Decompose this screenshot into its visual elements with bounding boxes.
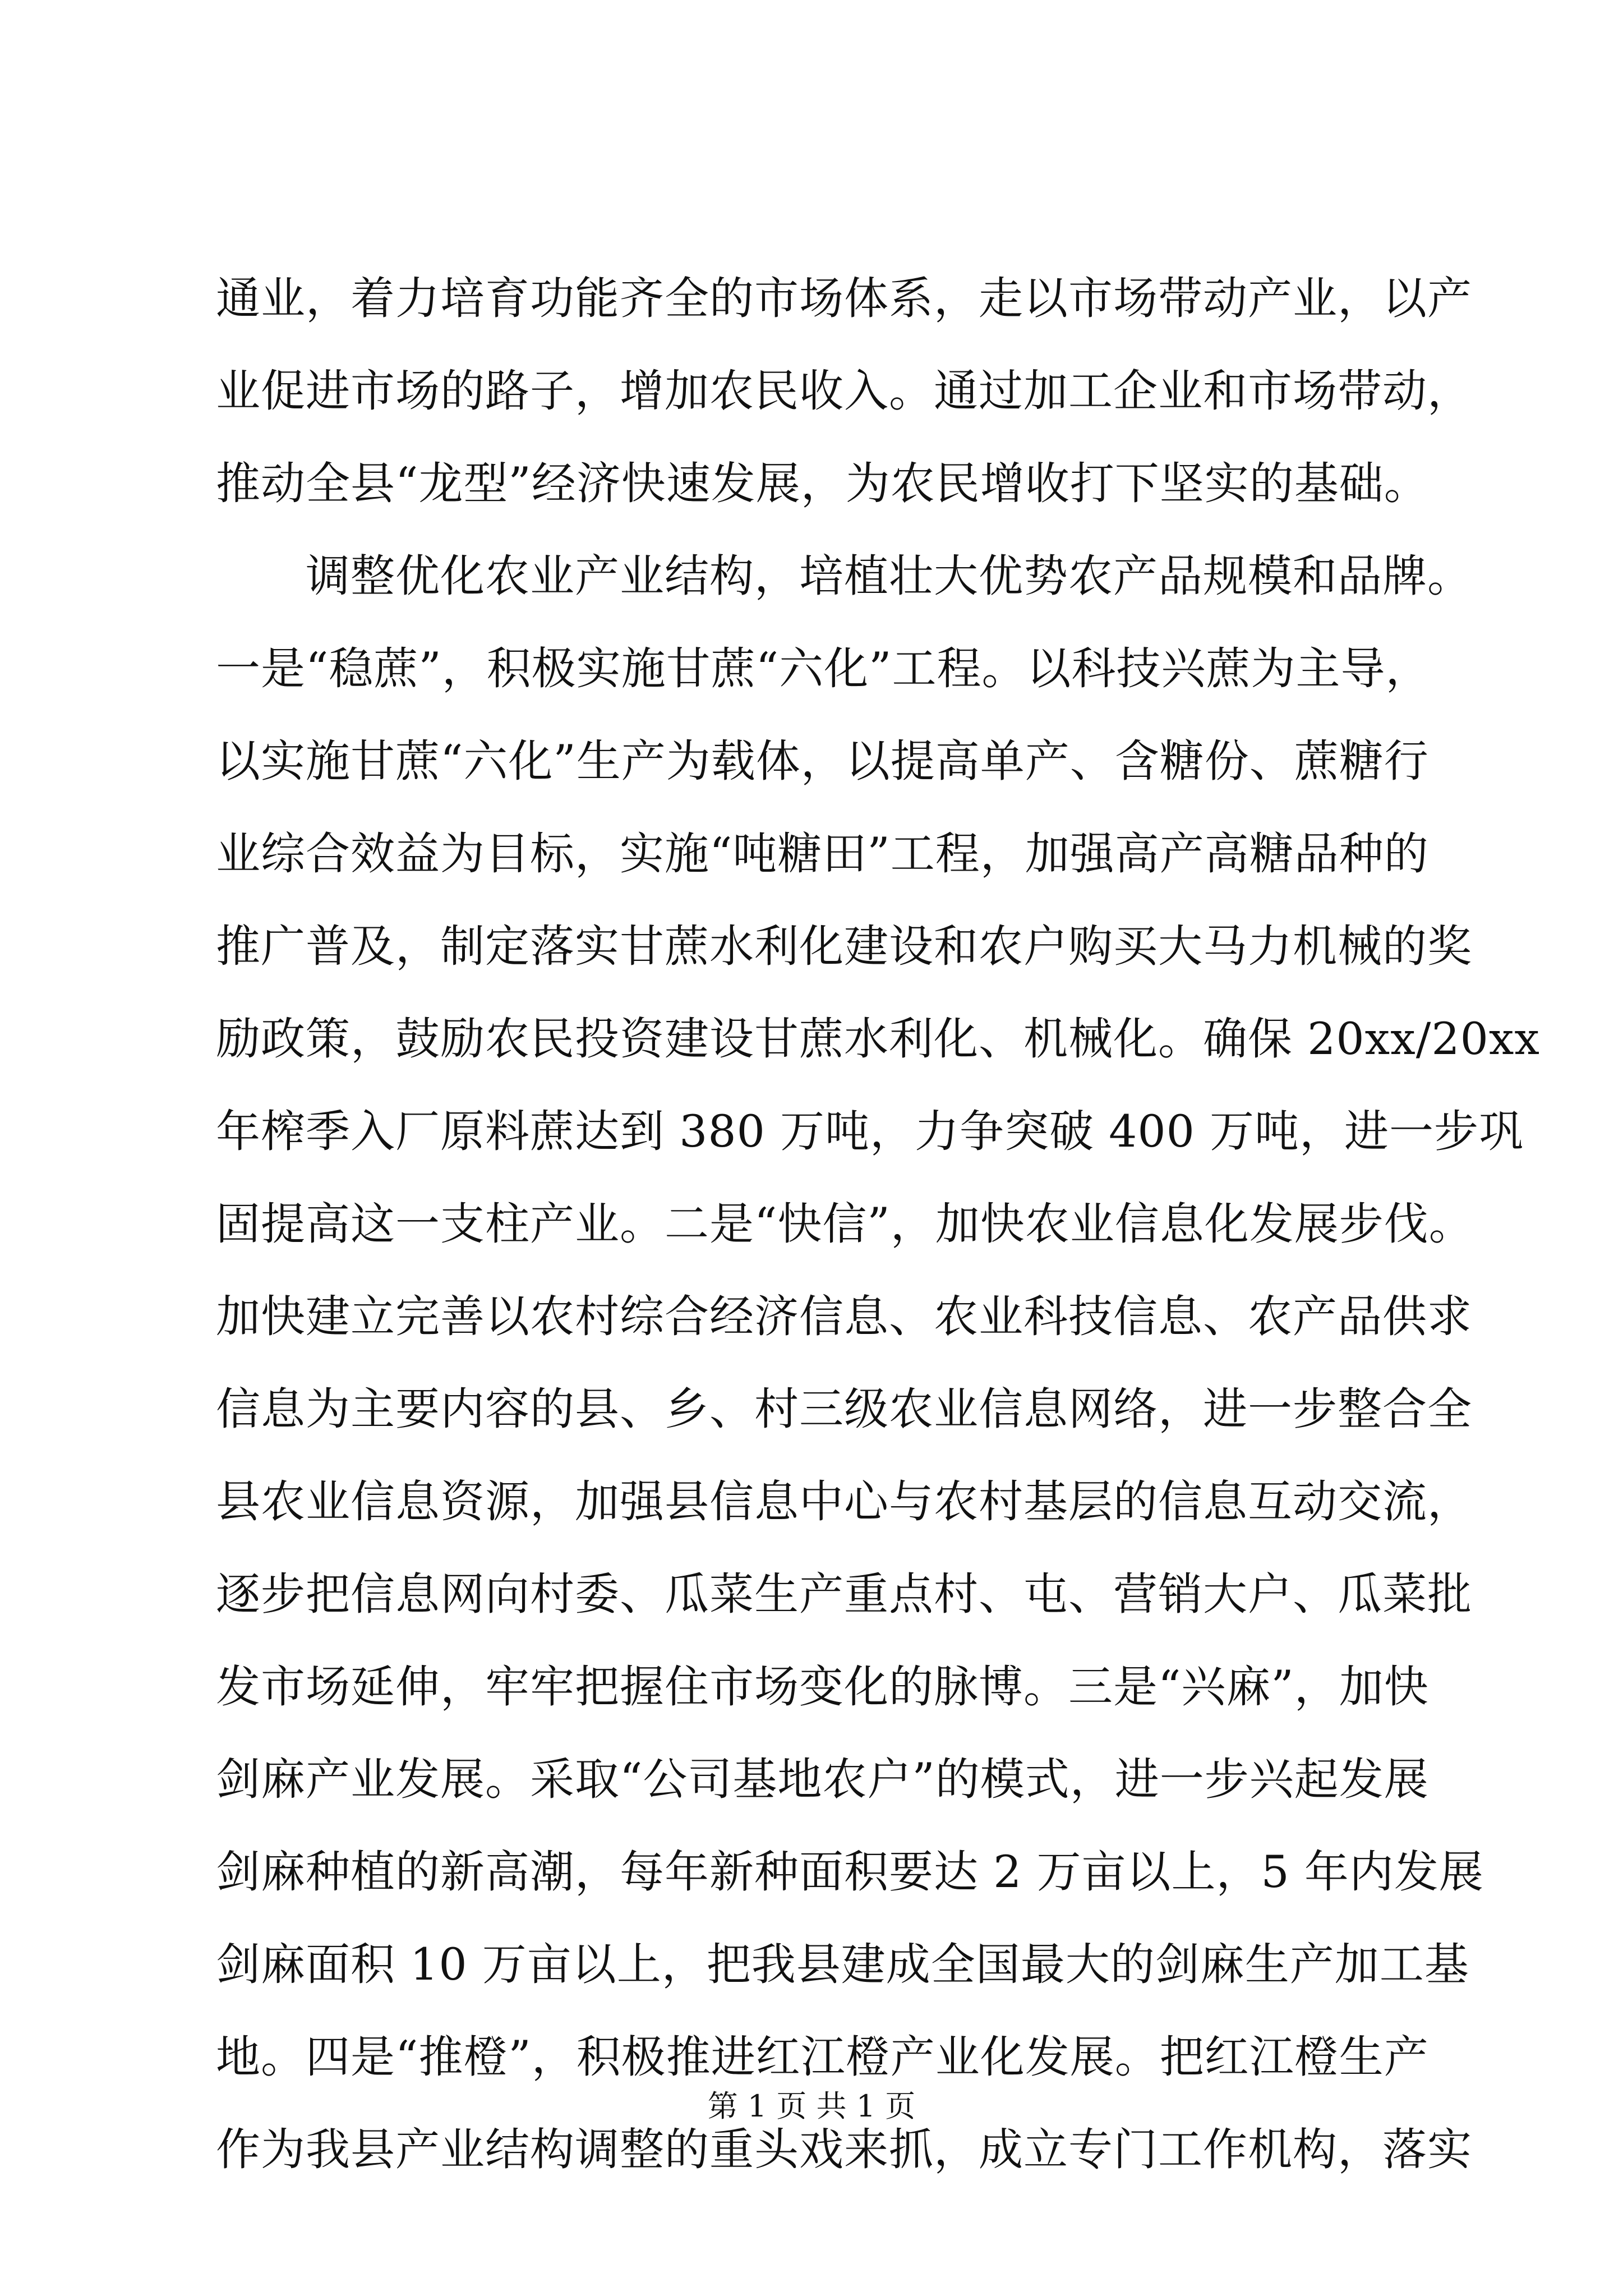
- text-line: 励政策，鼓励农民投资建设甘蔗水利化、机械化。确保 20xx/20xx: [216, 1013, 1540, 1065]
- text-line: 信息为主要内容的县、乡、村三级农业信息网络，进一步整合全: [216, 1383, 1472, 1435]
- paragraph-first-line: 调整优化农业产业结构，培植壮大优势农产品规模和品牌。: [306, 550, 1472, 602]
- text-line: 业促进市场的路子，增加农民收入。通过加工企业和市场带动，: [216, 365, 1472, 417]
- text-line: 固提高这一支柱产业。二是“快信”，加快农业信息化发展步伐。: [216, 1198, 1474, 1250]
- text-line: 推动全县“龙型”经济快速发展，为农民增收打下坚实的基础。: [216, 458, 1429, 509]
- page-footer: [0, 2087, 1623, 2126]
- text-line: 业综合效益为目标，实施“吨糖田”工程，加强高产高糖品种的: [216, 828, 1429, 880]
- page-number-label: 第 1 页 共 1 页: [707, 2088, 916, 2124]
- text-line: 剑麻面积 10 万亩以上，把我县建成全国最大的剑麻生产加工基: [216, 1939, 1469, 1990]
- text-line: 通业，着力培育功能齐全的市场体系，走以市场带动产业，以产: [216, 273, 1472, 324]
- text-line: 发市场延伸，牢牢把握住市场变化的脉博。三是“兴麻”，加快: [216, 1661, 1429, 1713]
- text-line: 逐步把信息网向村委、瓜菜生产重点村、屯、营销大户、瓜菜批: [216, 1568, 1472, 1620]
- text-line: 地。四是“推橙”，积极推进红江橙产业化发展。把红江橙生产: [216, 2031, 1429, 2083]
- text-line: 剑麻种植的新高潮，每年新种面积要达 2 万亩以上，5 年内发展: [216, 1846, 1484, 1898]
- text-line: 剑麻产业发展。采取“公司基地农户”的模式，进一步兴起发展: [216, 1754, 1429, 1805]
- text-line: 年榨季入厂原料蔗达到 380 万吨，力争突破 400 万吨，进一步巩: [216, 1106, 1524, 1157]
- text-line: 作为我县产业结构调整的重头戏来抓，成立专门工作机构，落实: [216, 2124, 1472, 2175]
- document-body: [216, 252, 1540, 2196]
- text-line: 加快建立完善以农村综合经济信息、农业科技信息、农产品供求: [216, 1291, 1472, 1342]
- text-line: 推广普及，制定落实甘蔗水利化建设和农户购买大马力机械的奖: [216, 921, 1472, 972]
- text-line: 以实施甘蔗“六化”生产为载体，以提高单产、含糖份、蔗糖行: [216, 735, 1429, 787]
- text-line: 一是“稳蔗”，积极实施甘蔗“六化”工程。以科技兴蔗为主导，: [216, 643, 1431, 694]
- text-line: 县农业信息资源，加强县信息中心与农村基层的信息互动交流，: [216, 1476, 1472, 1527]
